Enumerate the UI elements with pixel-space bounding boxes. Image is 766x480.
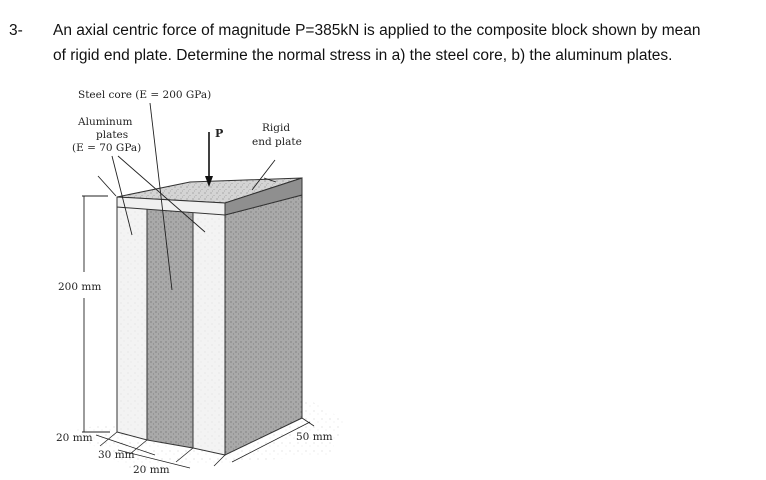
aluminum-plate-right	[193, 207, 225, 455]
dim-20mm-right-label: 20 mm	[133, 464, 170, 476]
rigid-label-line-1: Rigid	[262, 122, 291, 134]
height-dim-label: 200 mm	[58, 281, 102, 293]
force-label: P	[215, 127, 224, 140]
steel-core	[147, 207, 193, 448]
aluminum-label-line-3: (E = 70 GPa)	[72, 142, 142, 154]
problem-text-line-2: of rigid end plate. Determine the normal stress in a) the steel core, b) the aluminum plates.	[53, 47, 673, 64]
steel-core-label: Steel core (E = 200 GPa)	[78, 89, 212, 101]
aluminum-leader-tick	[98, 176, 116, 196]
dim-50mm-label: 50 mm	[296, 431, 333, 443]
rigid-label-line-2: end plate	[252, 136, 302, 148]
dim-20mm-left-label: 20 mm	[56, 432, 93, 444]
block-right-face	[225, 195, 302, 455]
problem-text-line-1: An axial centric force of magnitude P=385kN is applied to the composite block shown by mean	[53, 22, 701, 39]
aluminum-plate-left	[117, 207, 147, 440]
problem-number: 3-	[9, 22, 23, 39]
dim-30mm-label: 30 mm	[98, 449, 135, 461]
aluminum-label-line-1: Aluminum	[78, 116, 133, 128]
aluminum-label-line-2: plates	[96, 129, 129, 141]
